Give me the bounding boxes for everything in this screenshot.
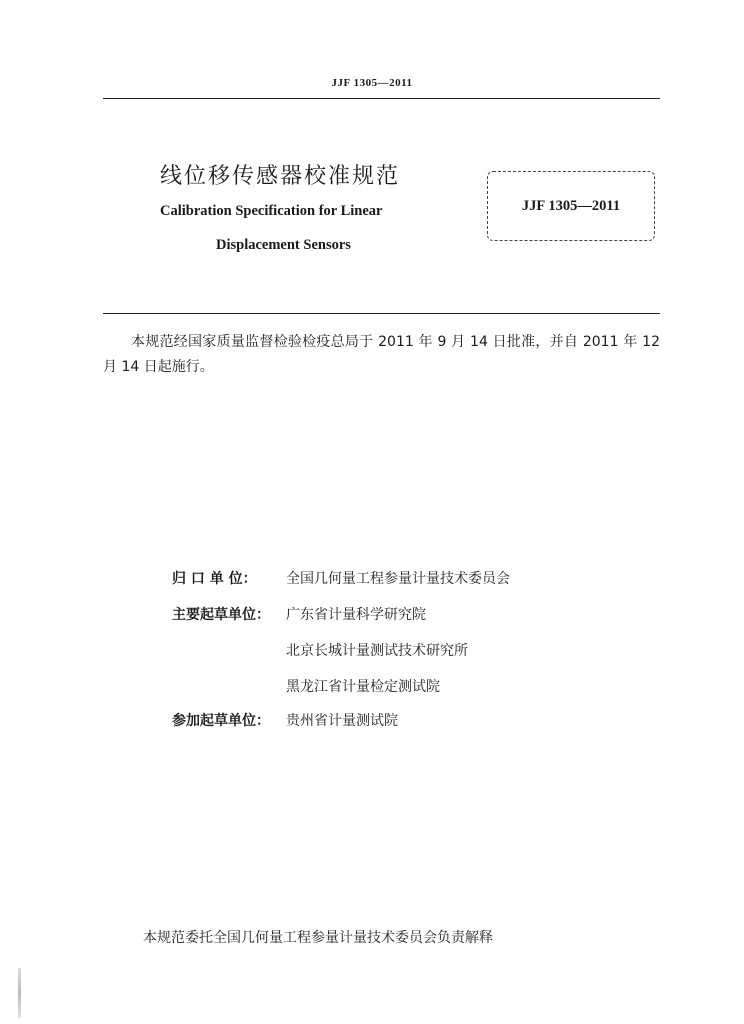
participating-unit-label: 参加起草单位： [172,713,270,729]
responsible-unit-value: 全国几何量工程参量计量技术委员会 [286,571,510,587]
header-code: JJF 1305—2011 [331,77,413,89]
title-english-line1: Calibration Specification for Linear [160,203,383,219]
scan-edge-mark [18,968,21,1018]
header-rule [103,98,660,99]
participating-unit-row [172,710,398,734]
drafting-unit-2: 北京长城计量测试技术研究所 [286,643,468,659]
title-english-line2: Displacement Sensors [216,237,351,253]
code-box-text: JJF 1305—2011 [521,197,621,214]
drafting-unit-1: 广东省计量科学研究院 [286,607,426,623]
drafting-unit-3: 黑龙江省计量检定测试院 [286,679,440,695]
interpretation-note: 本规范委托全国几何量工程参量计量技术委员会负责解释 [143,930,493,946]
responsible-unit-label: 归 口 单 位： [172,571,257,587]
title-chinese: 线位移传感器校准规范 [160,164,401,189]
approval-statement: 本规范经国家质量监督检验检疫总局于 2011 年 9 月 14 日批准，并自 2011 年 12 月 14 日起施行。 [103,334,660,375]
responsible-unit-row [172,568,510,592]
drafting-unit-label: 主要起草单位： [172,607,270,623]
title-rule [103,313,660,314]
code-box [487,171,655,241]
participating-unit-value: 贵州省计量测试院 [286,713,398,729]
drafting-unit-row [172,604,426,628]
